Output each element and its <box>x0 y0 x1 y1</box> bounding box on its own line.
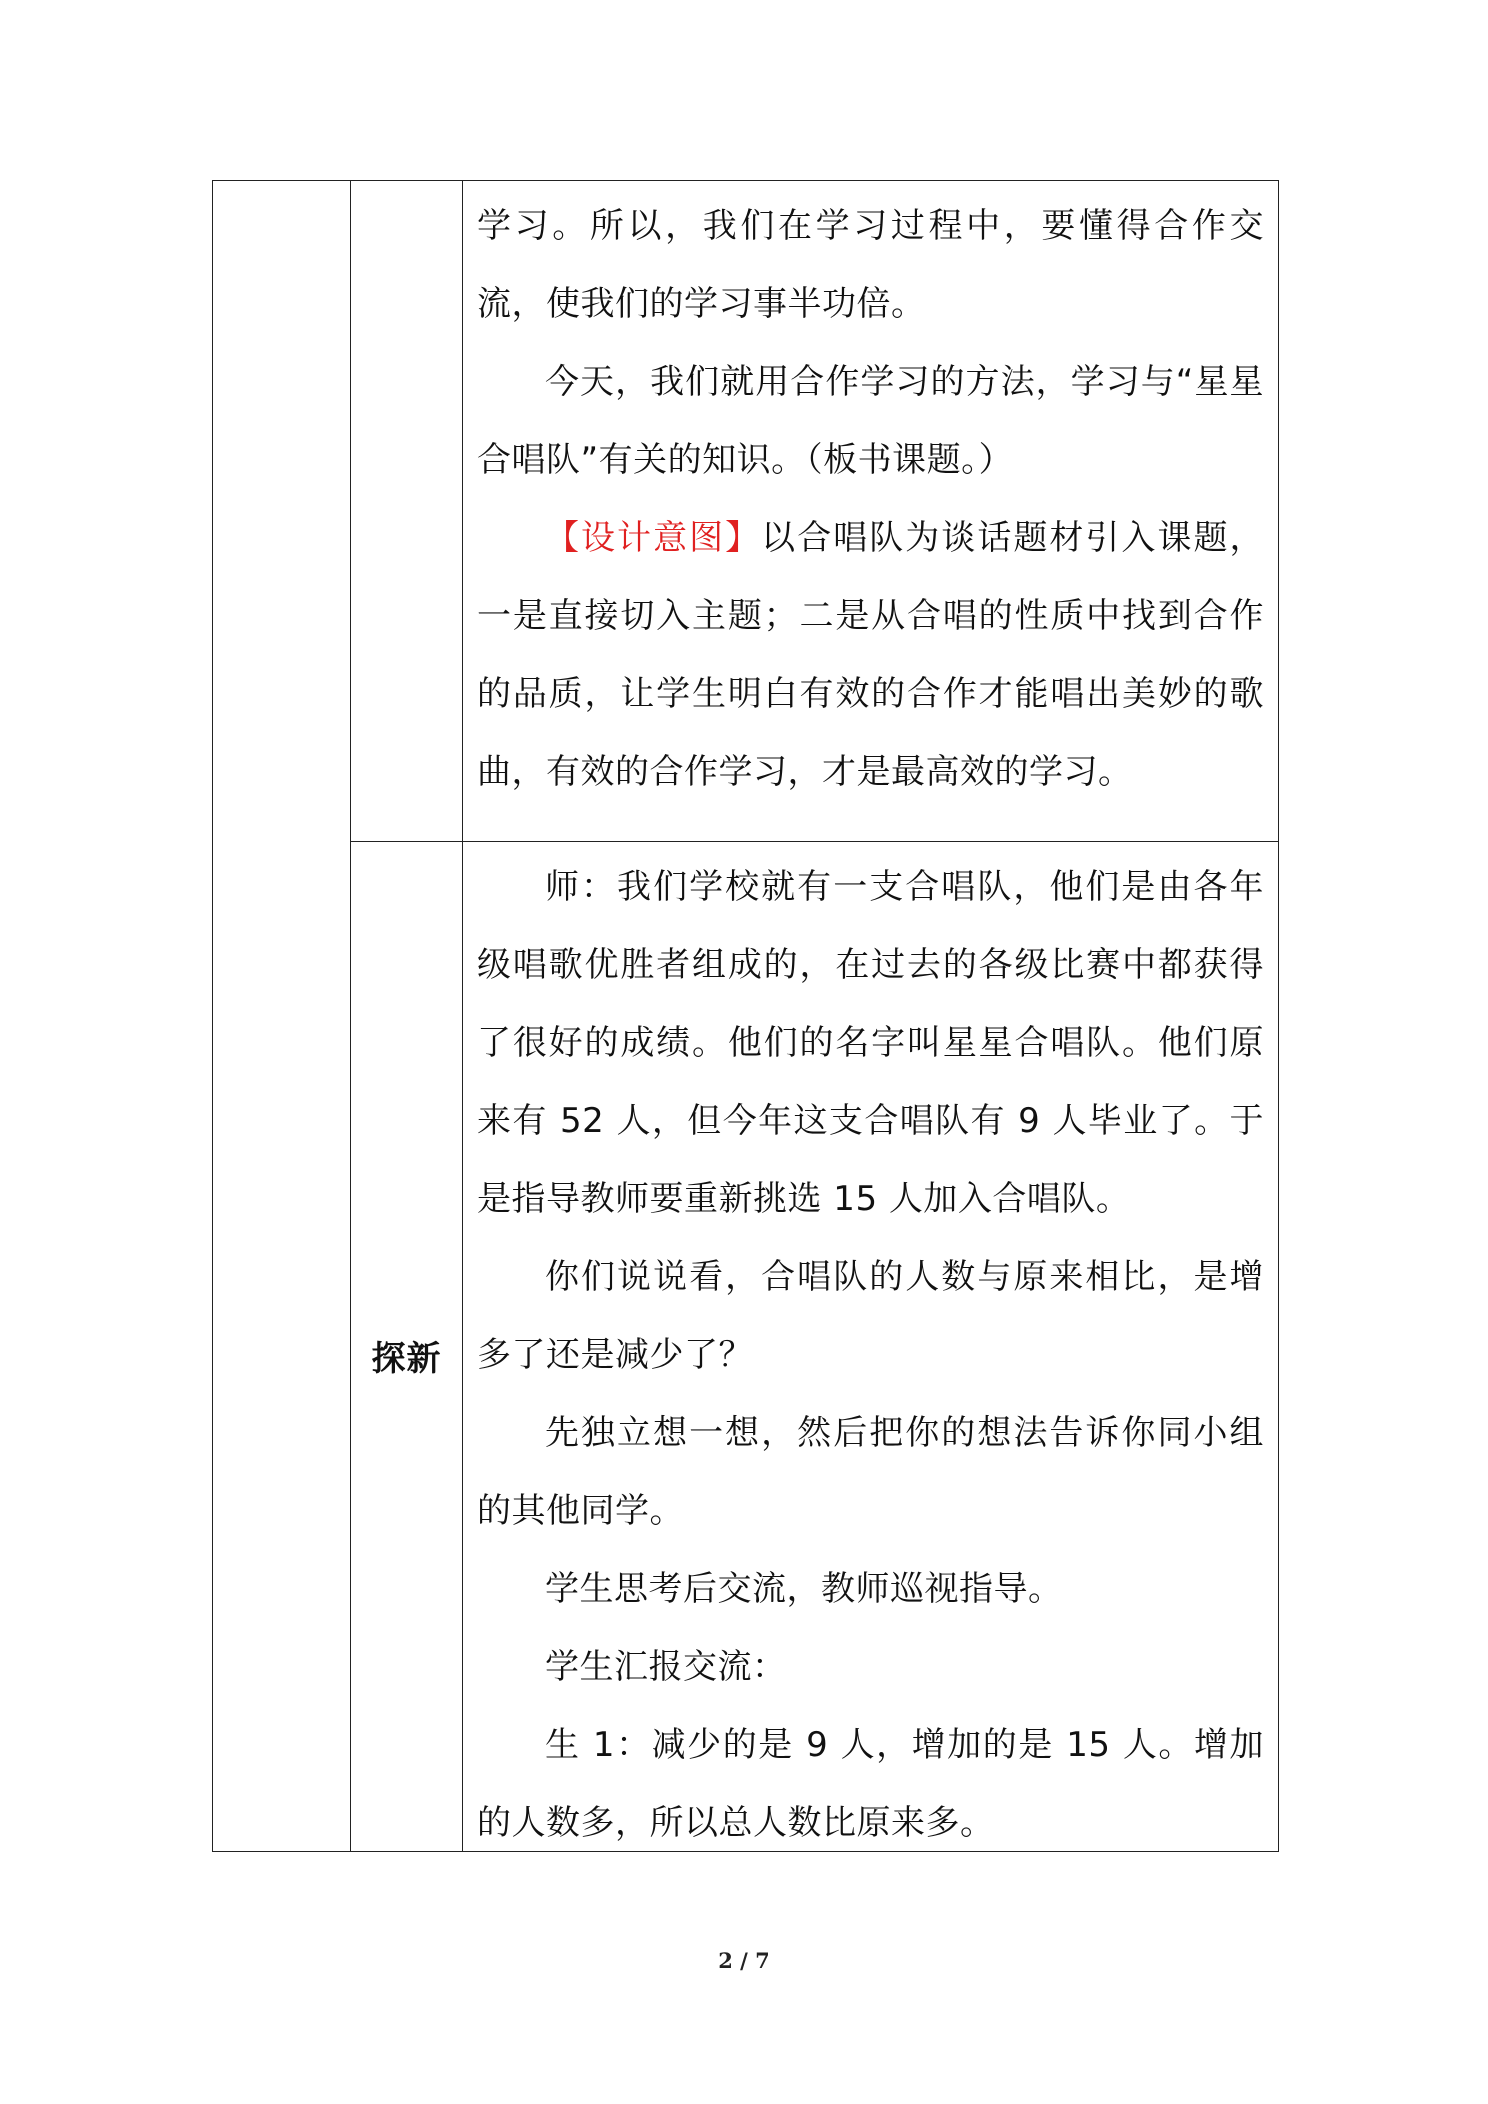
content-cell <box>463 181 1279 842</box>
page-number: 2 / 7 <box>718 1948 770 1973</box>
table-row <box>213 181 1279 842</box>
stage-column-cell <box>213 181 351 1852</box>
design-intent-tag: 【设计意图】 <box>545 518 762 558</box>
paragraph: 学生思考后交流，教师巡视指导。 <box>545 1569 1063 1609</box>
section-label: 探新 <box>371 1339 442 1379</box>
section-label-cell <box>351 842 463 1852</box>
paragraph: 生 1：减少的是 9 人，增加的是 15 人。增加的人数多，所以总人数比原来多。 <box>477 1725 1264 1843</box>
paragraph: 学生汇报交流： <box>545 1647 787 1687</box>
table-row <box>213 842 1279 1852</box>
lesson-plan-table <box>212 180 1279 1852</box>
paragraph: 你们说说看，合唱队的人数与原来相比，是增多了还是减少了？ <box>477 1257 1264 1375</box>
design-intent-paragraph <box>477 499 1264 811</box>
content-cell <box>463 842 1279 1852</box>
paragraph: 师：我们学校就有一支合唱队，他们是由各年级唱歌优胜者组成的，在过去的各级比赛中都获得了很好的成绩。他们的名字叫星星合唱队。他们原来有 52 人，但今年这支合唱队有 9 人毕业了。于是指导教师要重新挑选 15 人加入合唱队。 <box>477 867 1264 1219</box>
paragraph: 今天，我们就用合作学习的方法，学习与“星星合唱队”有关的知识。（板书课题。） <box>477 362 1264 480</box>
design-intent-text: 以合唱队为谈话题材引入课题，一是直接切入主题；二是从合唱的性质中找到合作的品质，让学生明白有效的合作才能唱出美妙的歌曲，有效的合作学习，才是最高效的学习。 <box>477 518 1265 792</box>
section-label-cell <box>351 181 463 842</box>
paragraph: 学习。所以，我们在学习过程中，要懂得合作交流，使我们的学习事半功倍。 <box>477 206 1264 324</box>
paragraph: 先独立想一想，然后把你的想法告诉你同小组的其他同学。 <box>477 1413 1264 1531</box>
